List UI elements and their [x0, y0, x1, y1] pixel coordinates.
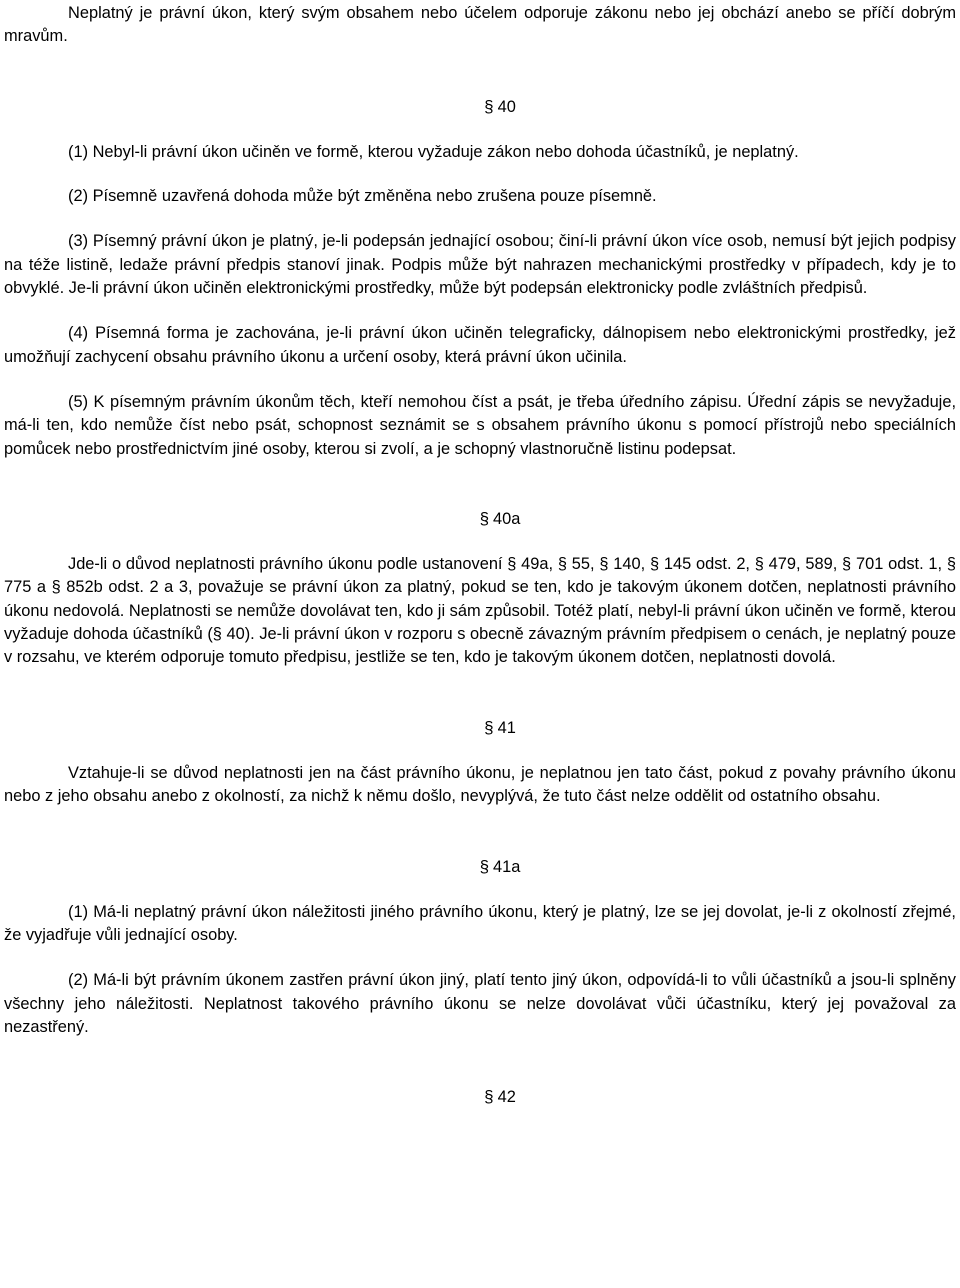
- section-symbol: §: [479, 856, 490, 876]
- section-heading-40a: [4, 507, 956, 531]
- section-symbol: §: [479, 508, 490, 528]
- section-heading-41a: [4, 855, 956, 879]
- paragraph-40-3: (3) Písemný právní úkon je platný, je-li podepsán jednající osobou; činí-li právní úkon více osob, nemusí být jejich podpisy na téže listině, ledaže právní předpis stanoví jinak. Podpis může být nahrazen mechanickými prostředky v případech, kdy je to obvyklé. Je-li právní úkon učiněn elektronickými prostředky, může být podepsán elektronicky podle zvláštních předpisů.: [4, 232, 956, 298]
- paragraph-41: Vztahuje-li se důvod neplatnosti jen na část právního úkonu, je neplatnou jen tato část, pokud z povahy právního úkonu nebo z jeho obsahu anebo z okolností, za nichž k němu došlo, nevyplývá, že tuto část nelze oddělit od ostatního obsahu.: [4, 763, 956, 806]
- paragraph-neplatny: Neplatný je právní úkon, který svým obsahem nebo účelem odporuje zákonu nebo jej obchází anebo se příčí dobrým mravům.: [4, 4, 956, 46]
- paragraph-40-4: (4) Písemná forma je zachována, je-li právní úkon učiněn telegraficky, dálnopisem nebo elektronickými prostředky, jež umožňují zachycení obsahu právního úkonu a určení osoby, která právní úkon učinila.: [4, 324, 956, 366]
- section-number: 42: [497, 1088, 516, 1107]
- section-symbol: §: [484, 717, 494, 737]
- section-heading-40: [4, 95, 956, 119]
- section-number: 40a: [493, 509, 521, 528]
- paragraph-40-1: (1) Nebyl-li právní úkon učiněn ve formě, kterou vyžaduje zákon nebo dohoda účastníků, je neplatný.: [68, 142, 799, 161]
- paragraph-41a-2: (2) Má-li být právním úkonem zastřen právní úkon jiný, platí tento jiný úkon, odpovídá-li to vůli účastníků a jsou-li splněny všechny jeho náležitosti. Neplatnost takového právního úkonu se nelze dovolávat vůči účastníku, který jej považoval za nezastřený.: [4, 971, 956, 1037]
- section-symbol: §: [484, 96, 494, 116]
- section-number: 41a: [493, 857, 521, 876]
- paragraph-40-2: (2) Písemně uzavřená dohoda může být změněna nebo zrušena pouze písemně.: [68, 187, 657, 206]
- section-number: 40: [497, 97, 516, 116]
- section-number: 41: [497, 718, 516, 737]
- section-heading-42: [4, 1085, 956, 1109]
- paragraph-40-5: (5) K písemným právním úkonům těch, kteří nemohou číst a psát, je třeba úředního zápisu. Úřední zápis se nevyžaduje, má-li ten, kdo nemůže číst nebo psát, schopnost seznámit se s obsahem právního úkonu s pomocí přístrojů nebo speciálních pomůcek nebo prostřednictvím jiné osoby, kterou si zvolí, a je schopný vlastnoručně listinu podepsat.: [4, 392, 956, 458]
- section-symbol: §: [484, 1087, 494, 1107]
- paragraph-41a-1: (1) Má-li neplatný právní úkon náležitosti jiného právního úkonu, který je platný, lze se jej dovolat, je-li z okolností zřejmé, že vyjadřuje vůli jednající osoby.: [4, 902, 956, 945]
- section-heading-41: [4, 716, 956, 740]
- paragraph-40a: Jde-li o důvod neplatnosti právního úkonu podle ustanovení § 49a, § 55, § 140, § 145 odst. 2, § 479, 589, § 701 odst. 1, § 775 a § 852b odst. 2 a 3, považuje se právní úkon za platný, pokud se ten, kdo je takovým úkonem dotčen, neplatnosti právního úkonu nedovolá. Neplatnosti se nemůže dovolávat ten, kdo ji sám způsobil. Totéž platí, nebyl-li právní úkon učiněn ve formě, kterou vyžaduje dohoda účastníků (§ 40). Je-li právní úkon v rozporu s obecně závazným právním předpisem o cenách, je neplatný pouze v rozsahu, ve kterém odporuje tomuto předpisu, jestliže se ten, kdo je takovým úkonem dotčen, neplatnosti dovolá.: [4, 555, 956, 667]
